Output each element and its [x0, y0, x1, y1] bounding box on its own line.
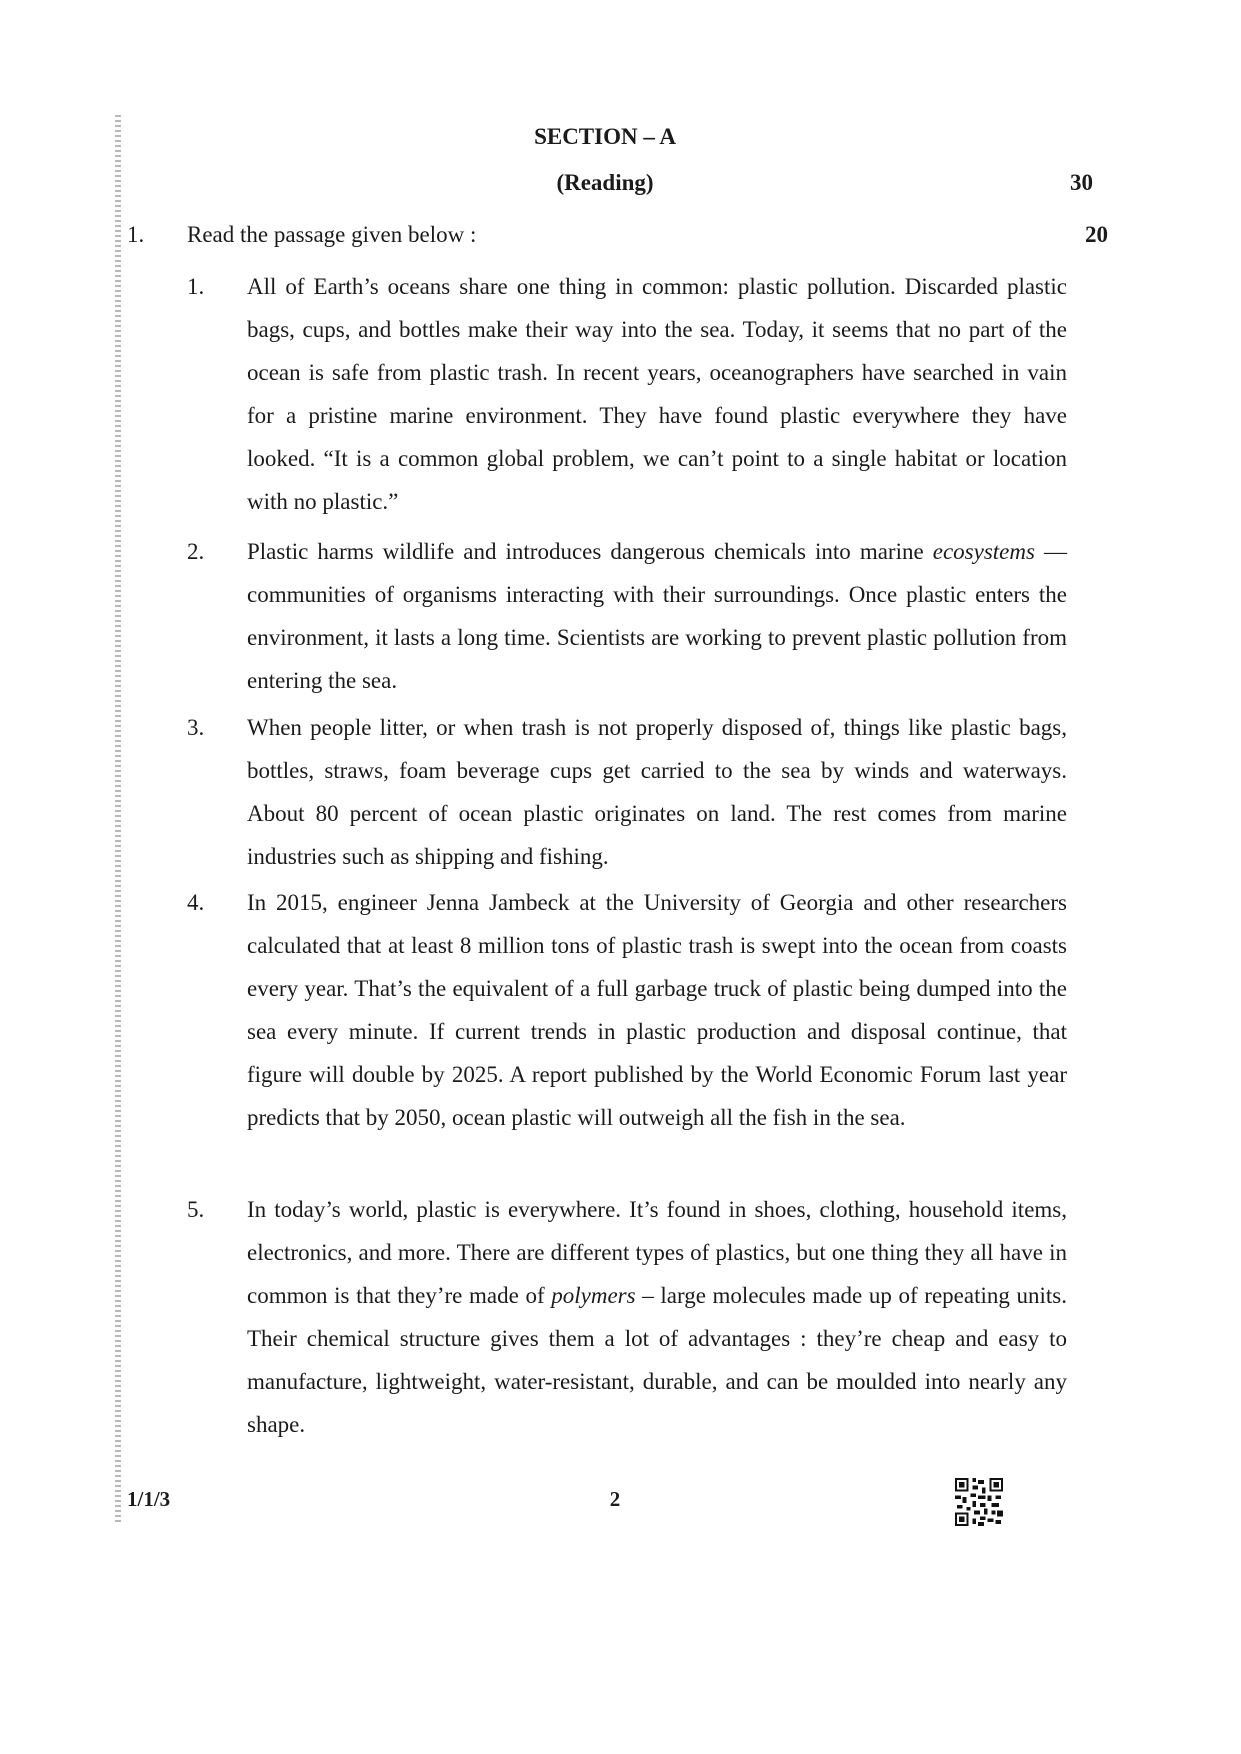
paragraph-number: 5. — [187, 1197, 205, 1222]
qr-code-icon — [955, 1478, 1003, 1526]
question-number: 1. — [127, 222, 145, 247]
page-number: 2 — [609, 1487, 621, 1511]
section-title: SECTION – A — [534, 124, 676, 149]
paragraph-text: In today’s world, plastic is everywhere. It’s found in shoes, clothing, household items, electronics, and more. There are different types of plastics, but one thing they all have in common is that they’re made of polymers – large molecules made up of repeating units. Their chemical structure gives them a lot of advantages : they’re cheap and easy to manufacture, lightweight, water-resistant, durable, and can be moulded into nearly any shape. — [247, 1197, 1067, 1437]
paragraph-number: 4. — [187, 890, 205, 915]
paragraph-text: In 2015, engineer Jenna Jambeck at the University of Georgia and other researchers calculated that at least 8 million tons of plastic trash is swept into the ocean from coasts every year. That’s the equivalent of a full garbage truck of plastic being dumped into the sea every minute. If current trends in plastic production and disposal continue, that figure will double by 2025. A report published by the World Economic Forum last year predicts that by 2050, ocean plastic will outweigh all the fish in the sea. — [247, 890, 1067, 1130]
paper-code: 1/1/3 — [127, 1487, 171, 1511]
paragraph-text: When people litter, or when trash is not properly disposed of, things like plastic bags, bottles, straws, foam beverage cups get carried to the sea by winds and waterways. About 80 percent of ocean plastic originates on land. The rest comes from marine industries such as shipping and fishing. — [247, 715, 1067, 869]
paragraph-number: 1. — [187, 274, 205, 299]
paragraph-number: 3. — [187, 715, 205, 740]
paragraph-text: All of Earth’s oceans share one thing in common: plastic pollution. Discarded plastic bags, cups, and bottles make their way into the sea. Today, it seems that no part of the ocean is safe from plastic trash. In recent years, oceanographers have searched in vain for a pristine marine environment. They have found plastic everywhere they have looked. “It is a common global problem, we can’t point to a single habitat or location with no plastic.” — [247, 274, 1067, 514]
margin-dotted-line — [115, 115, 121, 1525]
paragraph-number: 2. — [187, 539, 205, 564]
section-marks: 30 — [1070, 170, 1093, 195]
question-instruction: Read the passage given below : — [187, 222, 477, 247]
paragraph-text: Plastic harms wildlife and introduces dangerous chemicals into marine ecosystems — communities of organisms interacting with their surroundings. Once plastic enters the environment, it lasts a long time. Scientists are working to prevent plastic pollution from entering the sea. — [247, 539, 1067, 693]
question-marks: 20 — [1085, 222, 1108, 247]
section-subtitle: (Reading) — [556, 170, 654, 195]
